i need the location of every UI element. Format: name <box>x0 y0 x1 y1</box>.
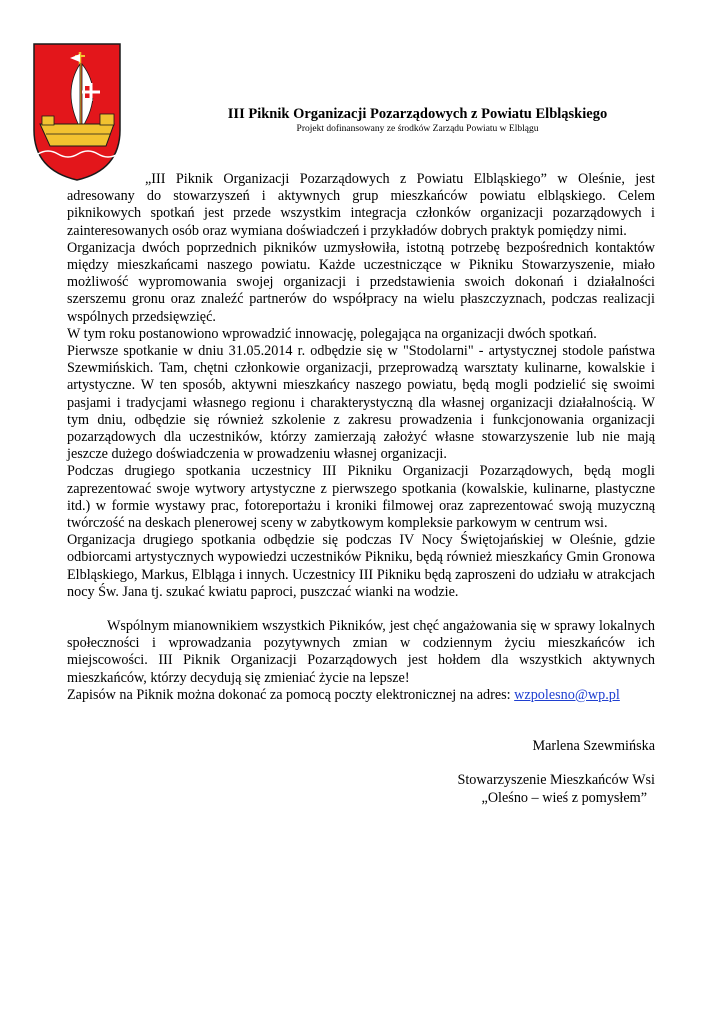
paragraph-second-meeting: Podczas drugiego spotkania uczestnicy III Pikniku Organizacji Pozarządowych, będą mogli zaprezentować swoje wytwory artystyczne z pierwszego spotkania (kowalskie, kulinarne, plastyczne itd.) w formie wystawy prac, fotoreportażu i kroniki filmowej oraz zaprezentować swoją muzyczną twórczość na deskach plenerowej sceny w zabytkowym kompleksie parkowym w centrum wsi. <box>67 463 655 532</box>
signature-name: Marlena Szewmińska <box>532 738 655 755</box>
coat-of-arms-logo <box>32 42 122 182</box>
paragraph-intro: „III Piknik Organizacji Pozarządowych z Powiatu Elbląskiego” w Oleśnie, jest adresowany do stowarzyszeń i aktywnych grup mieszkańców powiatu elbląskiego. Celem piknikowych spotkań jest przede wszystkim integracja członków organizacji pozarządowych i zainteresowanych osób oraz wymiana doświadczeń i przykładów dobrych praktyk pomiędzy nimi. <box>67 171 655 239</box>
paragraph-common-goal: Wspólnym mianownikiem wszystkich Pikników, jest chęć angażowania się w sprawy lokalnych społeczności i wprowadzania pozytywnych zmian w codziennym życiu mieszkańców ich miejscowości. III Piknik Organizacji Pozarządowych jest hołdem dla wszystkich aktywnych mieszkańców, którzy decydują się zmieniać życie na lepsze! <box>67 618 655 686</box>
signup-text: Zapisów na Piknik można dokonać za pomocą poczty elektronicznej na adres: <box>67 686 515 703</box>
document-subtitle: Projekt dofinansowany ze środków Zarządu Powiatu w Elblągu <box>296 124 539 134</box>
signup-line <box>67 687 655 704</box>
paragraph-first-meeting: Pierwsze spotkanie w dniu 31.05.2014 r. odbędzie się w "Stodolarni" - artystycznej stodole państwa Szewmińskich. Tam, chętni członkowie organizacji, przeprowadzą warsztaty kulinarne, kowalskie i artystyczne. W ten sposób, aktywni mieszkańcy naszego powiatu, będą mogli podzielić się swoimi pasjami i tradycjami własnego regionu i charakterystyczną dla własnej organizacji działalnością. W tym dniu, odbędzie się również szkolenie z zakresu prowadzenia i funkcjonowania organizacji pozarządowych dla uczestników, którzy zamierzają założyć własne stowarzyszenie lub nie mają jeszcze dużego doświadczenia w prowadzeniu własnej organizacji. <box>67 343 655 463</box>
paragraph-st-john-night: Organizacja drugiego spotkania odbędzie się podczas IV Nocy Świętojańskiej w Oleśnie, gdzie odbiorcami artystycznych wypowiedzi uczestników Pikniku, będą również mieszkańcy Gmin Gronowa Elbląskiego, Markus, Elbląga i innych. Uczestnicy III Pikniku będą zaproszeni do udziału w atrakcjach nocy Św. Jana tj. szukać kwiatu paproci, puszczać wianki na wodzie. <box>67 532 655 600</box>
document-title: III Piknik Organizacji Pozarządowych z Powiatu Elbląskiego <box>227 106 608 122</box>
email-link[interactable]: wzpolesno@wp.pl <box>514 686 620 703</box>
paragraph-previous-picnics: Organizacja dwóch poprzednich pikników uzmysłowiła, istotną potrzebę bezpośrednich kontaktów między mieszkańcami naszego powiatu. Każde uczestniczące w Pikniku Stowarzyszenie, miało możliwość wypromowania swojej organizacji i przedstawienia swoich dokonań i działalności szerszemu gronu oraz znaleźć partnerów do współpracy na wielu płaszczyznach, podczas realizacji wspólnych przedsięwzięć. <box>67 239 655 325</box>
paragraph-innovation: W tym roku postanowiono wprowadzić innowację, polegająca na organizacji dwóch spotkań. <box>67 325 597 342</box>
signature-motto: „Oleśno – wieś z pomysłem” <box>481 789 647 806</box>
signature-organization: Stowarzyszenie Mieszkańców Wsi <box>457 772 655 789</box>
document-body <box>67 171 655 807</box>
